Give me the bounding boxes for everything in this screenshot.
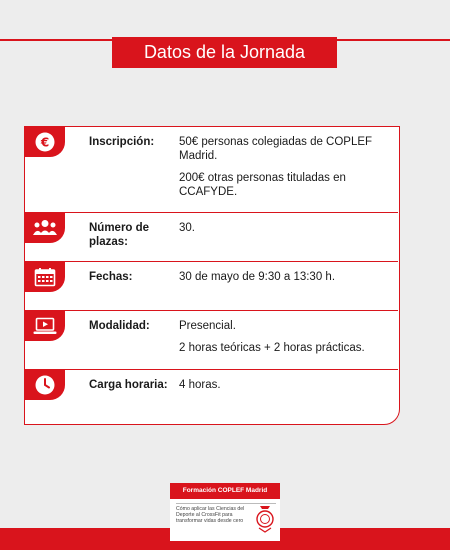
- value-line: 30 de mayo de 9:30 a 13:30 h.: [179, 271, 336, 283]
- coplef-crest-icon: [254, 504, 276, 534]
- value-line: Presencial.: [179, 320, 236, 332]
- badge-title: Formación COPLEF Madrid: [170, 483, 280, 499]
- row-carga-horaria: [25, 370, 398, 423]
- row-value: [179, 135, 394, 207]
- euro-icon: [25, 127, 65, 157]
- row-label: Fechas:: [89, 271, 133, 283]
- row-value: [179, 270, 394, 292]
- page-title: Datos de la Jornada: [112, 37, 337, 68]
- value-line: 200€ otras personas tituladas en CCAFYDE.: [179, 172, 346, 198]
- value-line: 4 horas.: [179, 379, 221, 391]
- svg-text:€: €: [40, 135, 50, 150]
- row-label: Carga horaria:: [89, 379, 168, 391]
- row-value: [179, 319, 394, 363]
- clock-icon: [25, 370, 65, 400]
- row-label: Modalidad:: [89, 320, 150, 332]
- row-value: [179, 221, 394, 243]
- row-label: Número de plazas:: [89, 222, 150, 248]
- info-card: [24, 126, 400, 425]
- calendar-icon: [25, 262, 65, 292]
- row-label: Inscripción:: [89, 136, 155, 148]
- row-modalidad: [25, 311, 398, 370]
- value-line: 50€ personas colegiadas de COPLEF Madrid.: [179, 136, 373, 162]
- course-badge: [170, 483, 280, 541]
- row-plazas: [25, 213, 398, 262]
- badge-text: Cómo aplicar las Ciencias del Deporte al CrossFit para transformar vidas desde cero: [176, 506, 245, 524]
- row-value: [179, 378, 394, 400]
- laptop-play-icon: [25, 311, 65, 341]
- value-line: 2 horas teóricas + 2 horas prácticas.: [179, 342, 365, 354]
- value-line: 30.: [179, 222, 195, 234]
- row-fechas: [25, 262, 398, 311]
- users-group-icon: [25, 213, 65, 243]
- row-inscripcion: [25, 127, 398, 213]
